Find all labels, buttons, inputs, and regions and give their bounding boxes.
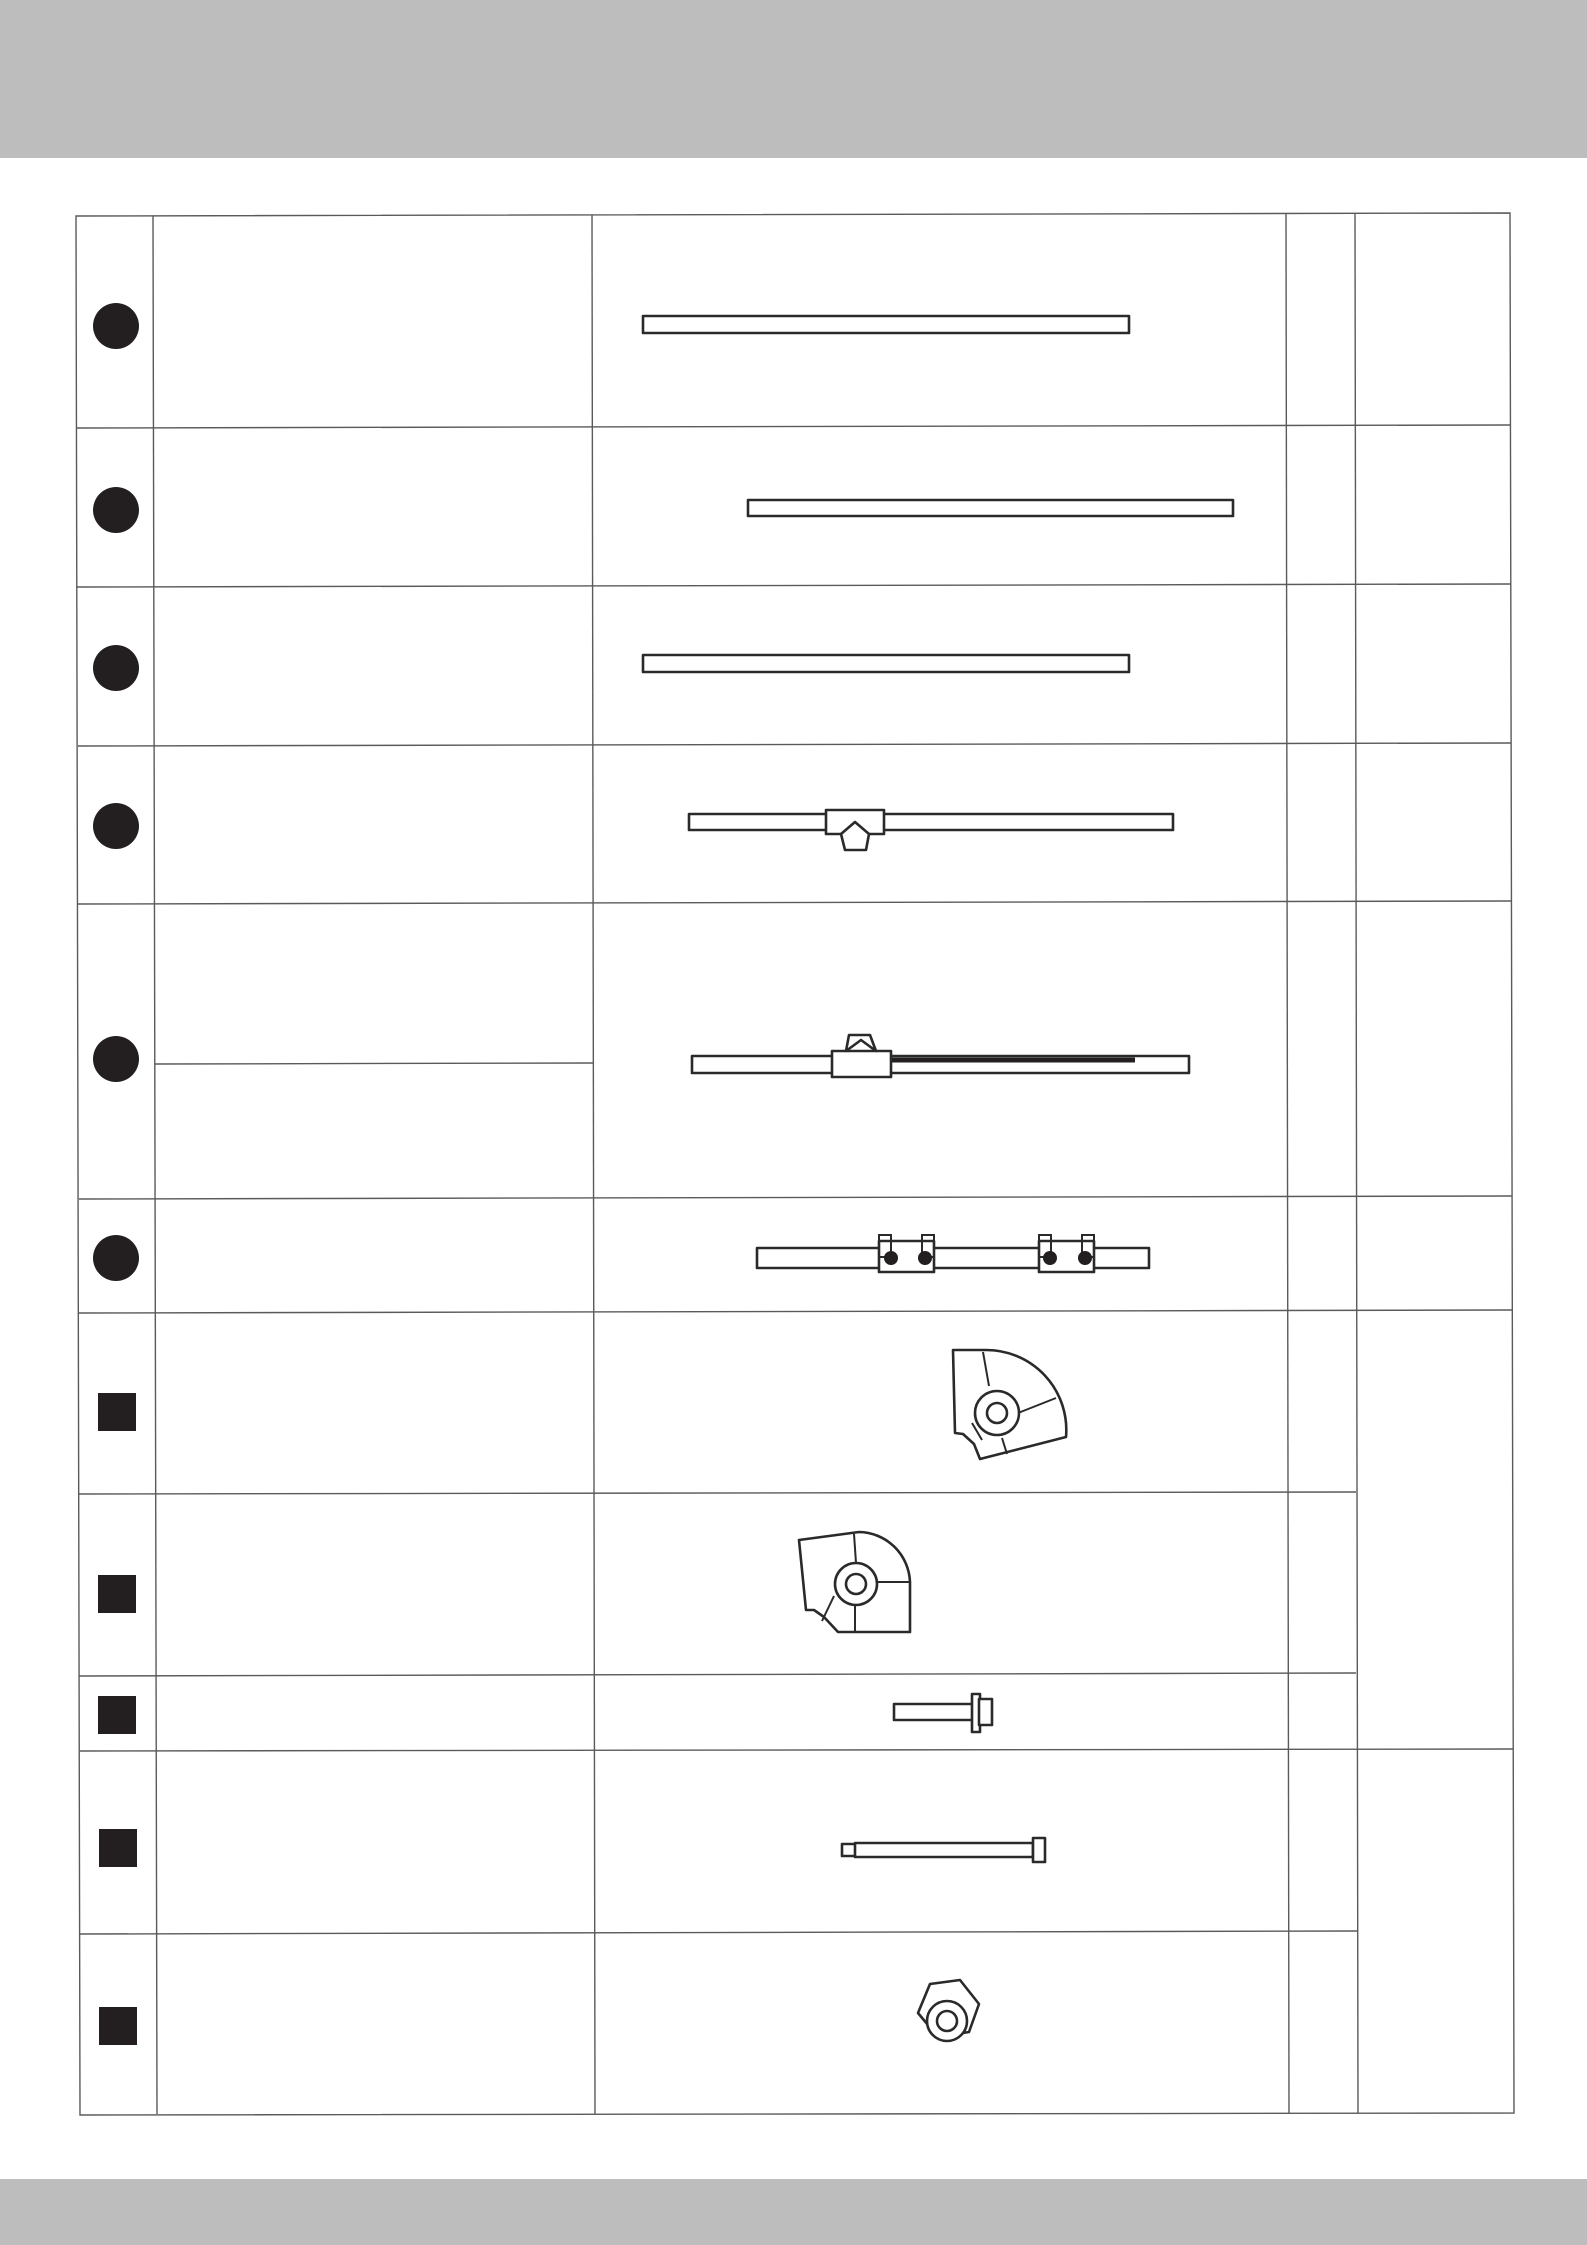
item-marker <box>93 1036 139 1082</box>
item-marker <box>93 803 139 849</box>
item-marker <box>99 2007 137 2045</box>
item-marker <box>98 1696 136 1734</box>
item-marker <box>93 645 139 691</box>
item-marker <box>99 1829 137 1867</box>
tube-with-tee-connector-icon <box>692 1035 1189 1077</box>
long-tube-icon <box>748 500 1233 516</box>
item-marker <box>93 487 139 533</box>
hex-nut-icon <box>918 1980 979 2041</box>
corner-fitting-left-icon <box>799 1532 910 1632</box>
item-marker <box>93 303 139 349</box>
item-marker <box>98 1575 136 1613</box>
item-marker <box>93 1235 139 1281</box>
item-marker <box>98 1393 136 1431</box>
tube-with-double-brackets-icon <box>757 1235 1149 1272</box>
footer-band <box>0 2179 1587 2245</box>
corner-fitting-right-icon <box>953 1350 1066 1459</box>
short-bolt-icon <box>894 1694 992 1732</box>
table-grid <box>76 213 1514 2115</box>
long-tube-icon <box>643 316 1129 333</box>
tube-with-tee-connector-icon <box>689 810 1173 850</box>
long-tube-icon <box>643 655 1129 672</box>
row-markers <box>93 303 139 2045</box>
long-bolt-icon <box>842 1838 1045 1862</box>
